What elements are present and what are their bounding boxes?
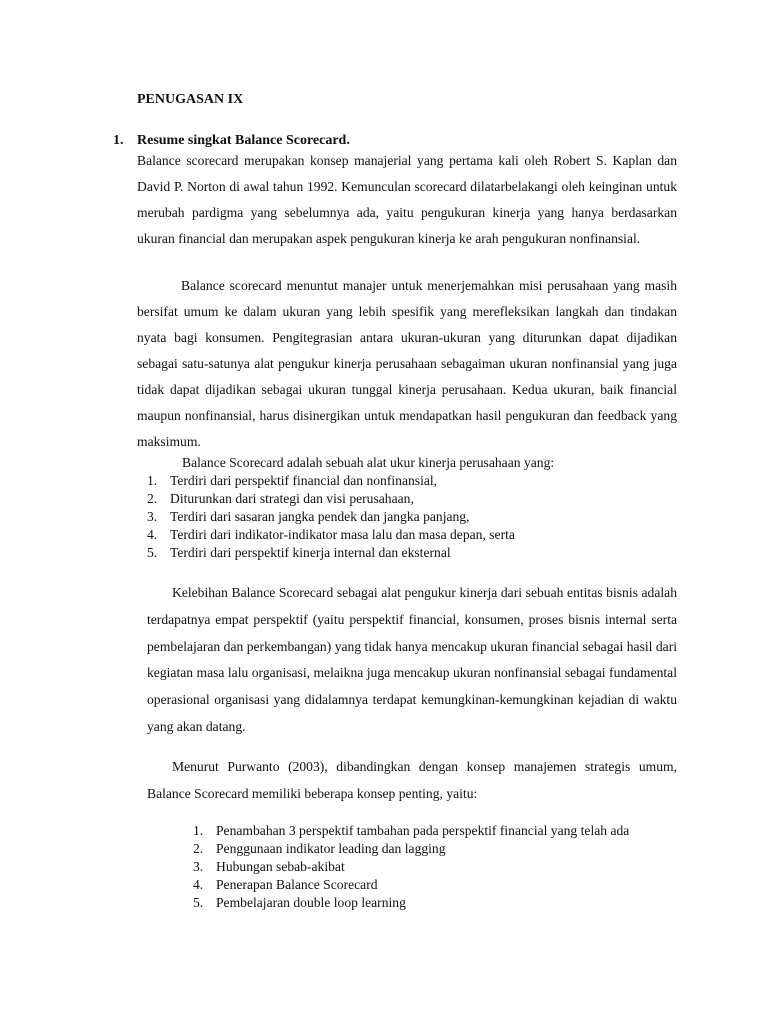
list-intro: Balance Scorecard adalah sebuah alat ukur kinerja perusahaan yang: bbox=[182, 455, 555, 470]
paragraph-purwanto: Menurut Purwanto (2003), dibandingkan dengan konsep manajemen strategis umum, Balance Scorecard memiliki beberapa konsep penting, yaitu: bbox=[147, 759, 677, 801]
list-item-number: 2. bbox=[147, 491, 158, 506]
list-item-text: Terdiri dari perspektif financial dan nonfinansial, bbox=[170, 473, 438, 488]
list-item-number: 1. bbox=[147, 473, 158, 488]
list-item-text: Terdiri dari sasaran jangka pendek dan jangka panjang, bbox=[170, 509, 470, 524]
list-item-number: 1. bbox=[193, 823, 204, 838]
list-item-text: Hubungan sebab-akibat bbox=[216, 859, 345, 874]
list-item-text: Terdiri dari indikator-indikator masa lalu dan masa depan, serta bbox=[170, 527, 515, 542]
page-title: PENUGASAN IX bbox=[137, 92, 244, 107]
paragraph-advantages: Kelebihan Balance Scorecard sebagai alat pengukur kinerja dari sebuah entitas bisnis adalah terdapatnya empat perspektif (yaitu perspektif financial, konsumen, proses bisnis internal serta pembelajaran dan perkembangan) yang tidak hanya mencakup ukuran financial sebagai hasil dari kegiatan masa lalu organisasi, melaikna juga mencakup ukuran nonfinansial sebagai fundamental operasional organisasi yang didalamnya terdapat kemungkinan-kemungkinan kejadian di waktu yang akan datang. bbox=[147, 585, 677, 734]
list-item-text: Penerapan Balance Scorecard bbox=[216, 877, 378, 892]
list-item-number: 3. bbox=[193, 859, 204, 874]
list-item-number: 5. bbox=[147, 545, 158, 560]
list-item-number: 4. bbox=[147, 527, 158, 542]
list-item-number: 2. bbox=[193, 841, 204, 856]
list-item-number: 5. bbox=[193, 895, 204, 910]
list-item-text: Penambahan 3 perspektif tambahan pada perspektif financial yang telah ada bbox=[216, 823, 630, 838]
list-item-text: Terdiri dari perspektif kinerja internal dan eksternal bbox=[170, 545, 451, 560]
section-heading: Resume singkat Balance Scorecard. bbox=[137, 133, 350, 148]
list-item-text: Diturunkan dari strategi dan visi perusahaan, bbox=[170, 491, 414, 506]
paragraph-manager-translation: Balance scorecard menuntut manajer untuk menerjemahkan misi perusahaan yang masih bersifat umum ke dalam ukuran yang lebih spesifik yang merefleksikan langkah dan tindakan nyata bagi konsumen. Pengitegrasian antara ukuran-ukuran yang diturunkan dapat dijadikan sebagai satu-satunya alat pengukur kinerja perusahaan sebagaiman ukuran nonfinansial yang juga tidak dapat dijadikan sebagai ukuran tunggal kinerja perusahaan. Kedua ukuran, baik financial maupun nonfinansial, harus disinergikan untuk mendapatkan hasil pengukuran dan feedback yang maksimum. bbox=[137, 278, 677, 449]
list-item-number: 4. bbox=[193, 877, 204, 892]
list-item-text: Pembelajaran double loop learning bbox=[216, 895, 406, 910]
section-number: 1. bbox=[113, 133, 124, 148]
list-item-text: Penggunaan indikator leading dan lagging bbox=[216, 841, 446, 856]
paragraph-definition: Balance scorecard merupakan konsep manajerial yang pertama kali oleh Robert S. Kaplan dan David P. Norton di awal tahun 1992. Kemunculan scorecard dilatarbelakangi oleh keinginan untuk merubah pardigma yang sebelumnya ada, yaitu pengukuran kinerja yang hanya berdasarkan ukuran financial dan merupakan aspek pengukuran kinerja ke arah pengukuran nonfinansial. bbox=[137, 153, 677, 246]
list-item-number: 3. bbox=[147, 509, 158, 524]
